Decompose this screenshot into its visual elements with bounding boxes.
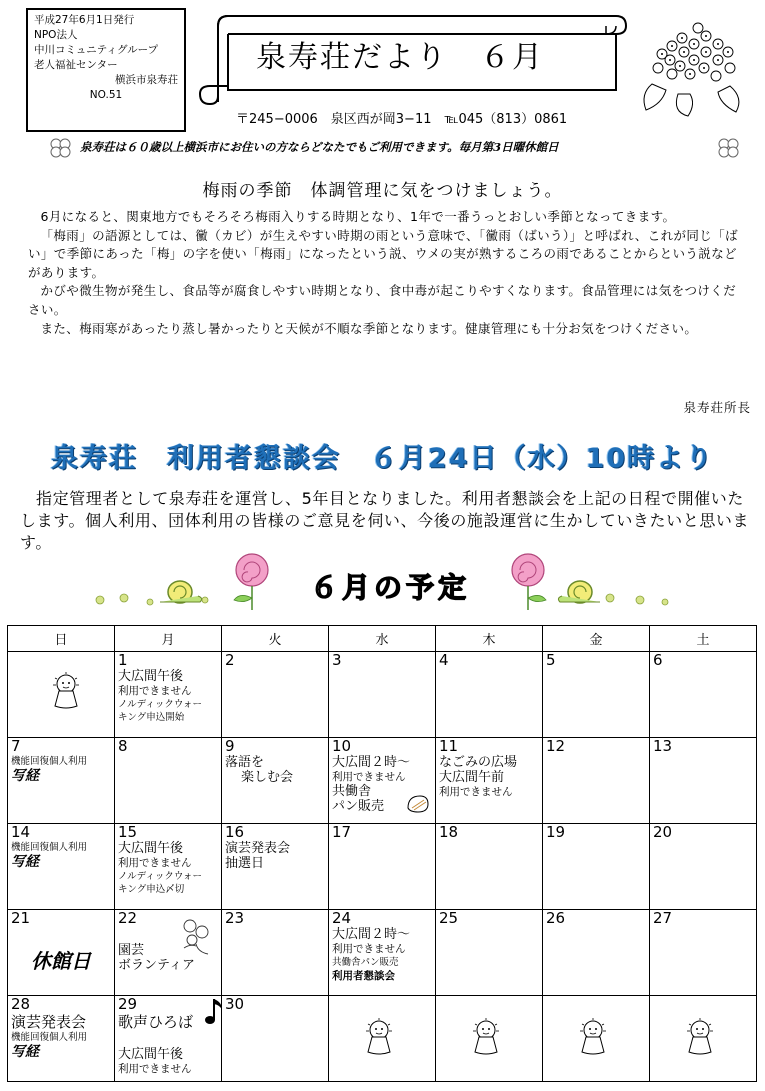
event-line: 写経 [11,854,39,870]
calendar-day-cell [543,738,650,824]
weekday-label: 木 [436,626,543,652]
calendar-day-cell [436,652,543,738]
calendar-day-cell [650,996,757,1082]
calendar-day-cell [329,738,436,824]
day-number: 7 [11,737,21,755]
day-number: 8 [118,737,128,755]
event-line: 利用できません [332,771,406,783]
calendar-day-cell [222,824,329,910]
day-cell-content [653,738,753,823]
day-number: 11 [439,737,459,755]
day-number: 9 [225,737,235,755]
article-paragraph: かびや微生物が発生し、食品等が腐食しやすい時期となり、食中毒が起こりやすくなります。食品管理には気をつけください。 [28,283,737,317]
day-cell-content [118,910,218,995]
event-line: 写経 [11,1044,39,1060]
weekday-header-row [8,626,757,652]
music-note-icon [204,996,226,1030]
day-number: 22 [118,909,138,927]
day-cell-content [546,824,646,909]
issue-info-box [26,8,186,132]
day-number: 28 [11,995,31,1013]
day-cell-content [439,738,539,823]
meeting-text [20,488,755,554]
day-cell-content [653,910,753,995]
calendar-day-cell [8,652,115,738]
org-line: NPO法人 [34,29,78,41]
day-cell-content [11,738,111,823]
day-cell-content [118,738,218,823]
rose-icon [512,554,546,610]
calendar-day-cell [115,738,222,824]
calendar-day-cell [222,996,329,1082]
weekday-label: 月 [115,626,222,652]
calendar-day-cell [115,996,222,1082]
day-cell-content [118,996,218,1081]
calendar-day-cell [543,910,650,996]
day-number: 21 [11,909,31,927]
calendar-day-cell [650,824,757,910]
calendar-day-cell [115,910,222,996]
clover-icon [716,136,742,160]
event-line: 休館日 [31,949,91,973]
article-signature: 泉寿荘所長 [683,400,751,415]
calendar-day-cell [8,738,115,824]
calendar-day-cell [222,910,329,996]
day-number: 24 [332,909,352,927]
calendar-day-cell [329,910,436,996]
day-number: 18 [439,823,459,841]
day-cell-content [439,824,539,909]
day-cell-content [653,996,753,1081]
calendar-week-row [8,738,757,824]
event-line: 利用できません [118,1063,192,1075]
day-cell-content [118,824,218,909]
day-cell-content [439,996,539,1081]
day-cell-content [439,910,539,995]
calendar-week-row [8,910,757,996]
day-cell-content [332,996,432,1081]
org-line: 中川コミュニティグループ [34,44,159,56]
calendar-day-cell [329,652,436,738]
day-cell-content [332,738,432,823]
article-paragraph: また、梅雨寒があったり蒸し暑かったりと天候が不順な季節となります。健康管理にも十分お気をつけください。 [40,320,698,336]
day-cell-content [11,652,111,737]
day-number: 14 [11,823,31,841]
day-number: 4 [439,651,449,669]
event-line: 利用できません [118,857,192,869]
day-number: 30 [225,995,245,1013]
teru-teru-bozu-icon [576,1016,610,1060]
eligibility-notice: 泉寿荘は６０歳以上横浜市にお住いの方ならどなたでもご利用できます。毎月第3日曜休館日 [80,140,559,154]
day-number: 27 [653,909,673,927]
facility-name: 横浜市泉寿荘 [115,74,178,86]
issue-number: NO.51 [89,89,123,101]
rose-icon [234,554,268,610]
event-line: 利用できません [118,685,192,697]
calendar-day-cell [436,996,543,1082]
address-line: 〒245−0006 泉区西が岡3−11 ℡045（813）0861 [236,112,568,127]
event-line: 利用できません [332,943,406,955]
event-line: なごみの広場 [439,755,518,770]
teru-teru-bozu-icon [683,1016,717,1060]
issue-date: 平成27年6月1日発行 [34,14,135,26]
teru-teru-bozu-icon [469,1016,503,1060]
event-line: キング申込〆切 [118,884,185,895]
day-number: 10 [332,737,352,755]
calendar-day-cell [329,824,436,910]
day-number: 12 [546,737,566,755]
calendar-day-cell [543,824,650,910]
meeting-heading: 泉寿荘 利用者懇談会 ６月24日（水）10時より [50,443,715,474]
calendar-day-cell [8,996,115,1082]
calendar-day-cell [650,738,757,824]
weekday-label: 水 [329,626,436,652]
day-number: 13 [653,737,673,755]
event-line: 機能回復個人利用 [11,842,88,853]
snail-icon [558,581,600,603]
event-line: 大広間２時〜 [332,755,411,770]
day-number: 19 [546,823,566,841]
article-paragraph: 6月になると、関東地方でもそろそろ梅雨入りする時期となり、1年で一番うっとおしい季節となってきます。 [40,209,676,224]
june-calendar [7,625,757,1082]
calendar-week-row [8,824,757,910]
event-line: 大広間午前 [439,770,505,785]
event-line: 共働舎パン販売 [332,957,399,968]
event-line: 大広間午後 [118,1047,184,1062]
event-line: ノルディックウォー [118,699,202,710]
day-cell-content [225,652,325,737]
day-number: 6 [653,651,663,669]
day-cell-content [225,738,325,823]
calendar-body [8,652,757,1082]
day-number: 25 [439,909,459,927]
calendar-day-cell [436,738,543,824]
event-line: 演芸発表会 [225,841,291,856]
event-line: 園芸 [118,943,145,958]
calendar-day-cell [8,910,115,996]
calendar-day-cell [8,824,115,910]
calendar-day-cell [436,910,543,996]
event-line: 共働舎 [332,784,372,799]
day-cell-content [225,996,325,1081]
event-line: 歌声ひろば [118,1013,194,1031]
weekday-label: 金 [543,626,650,652]
schedule-title: ６月の予定 [309,571,470,604]
day-number: 23 [225,909,245,927]
teru-teru-bozu-icon [362,1016,396,1060]
hydrangea-icon [632,14,750,118]
org-line: 老人福祉センター [34,59,118,71]
calendar-day-cell [329,996,436,1082]
day-cell-content [546,652,646,737]
event-line: 演芸発表会 [11,1013,87,1031]
day-cell-content [653,824,753,909]
day-cell-content [11,996,111,1081]
flower-icon [178,916,214,960]
calendar-day-cell [115,652,222,738]
event-line: 楽しむ会 [241,770,294,785]
day-number: 5 [546,651,556,669]
day-cell-content [332,652,432,737]
day-number: 29 [118,995,138,1013]
day-cell-content [11,824,111,909]
day-cell-content [118,652,218,737]
newsletter-title: 泉寿荘だより ６月 [256,40,544,75]
day-cell-content [332,910,432,995]
calendar-day-cell [222,738,329,824]
event-line: パン販売 [332,799,385,814]
day-number: 16 [225,823,245,841]
event-line: 大広間午後 [118,841,184,856]
calendar-day-cell [650,652,757,738]
event-line: 大広間午後 [118,669,184,684]
event-line: 機能回復個人利用 [11,756,88,767]
day-cell-content [546,996,646,1081]
calendar-day-cell [543,652,650,738]
calendar-week-row [8,996,757,1082]
day-cell-content [653,652,753,737]
calendar-day-cell [543,996,650,1082]
event-line: キング申込開始 [118,712,185,723]
day-number: 26 [546,909,566,927]
weekday-label: 日 [8,626,115,652]
teru-teru-bozu-icon [49,670,83,714]
day-cell-content [546,738,646,823]
weekday-label: 土 [650,626,757,652]
day-cell-content [11,910,111,995]
day-number: 2 [225,651,235,669]
event-line: 利用者懇談会 [332,970,395,982]
day-number: 3 [332,651,342,669]
event-line: 大広間２時〜 [332,927,411,942]
calendar-day-cell [436,824,543,910]
event-line: ノルディックウォー [118,871,202,882]
calendar-week-row [8,652,757,738]
clover-icon [48,136,74,160]
day-cell-content [546,910,646,995]
event-line: 利用できません [439,786,513,798]
day-number: 1 [118,651,128,669]
article-heading: 梅雨の季節 体調管理に気をつけましょう。 [202,181,563,201]
event-line: 写経 [11,768,39,784]
event-line: 落語を [225,755,265,770]
meeting-paragraph: 指定管理者として泉寿荘を運営し、5年目となりました。利用者懇談会を上記の日程で開催いたします。個人利用、団体利用の皆様のご意見を伺い、今後の施設運営に生かしていきたいと思います。 [20,489,750,552]
day-cell-content [332,824,432,909]
event-line: 機能回復個人利用 [11,1032,88,1043]
day-cell-content [439,652,539,737]
article-paragraph: 「梅雨」の語源としては、黴（カビ）が生えやすい時期の雨という意味で、「黴雨（ばいう）」と呼ばれ、これが同じ「ばい」で季節にあった「梅」の字を使い「梅雨」になったという説、ウメの実が熟するころの雨であることからという説などがあります。 [28,227,739,280]
day-cell-content [225,824,325,909]
event-line: ボランティア [118,958,195,973]
day-cell-content [225,910,325,995]
bread-icon [404,790,432,822]
snail-icon [160,581,202,603]
day-number: 20 [653,823,673,841]
article-body [28,208,744,338]
calendar-day-cell [115,824,222,910]
calendar-day-cell [650,910,757,996]
weekday-label: 火 [222,626,329,652]
event-line: 抽選日 [225,856,265,871]
calendar-day-cell [222,652,329,738]
day-number: 17 [332,823,352,841]
day-number: 15 [118,823,138,841]
